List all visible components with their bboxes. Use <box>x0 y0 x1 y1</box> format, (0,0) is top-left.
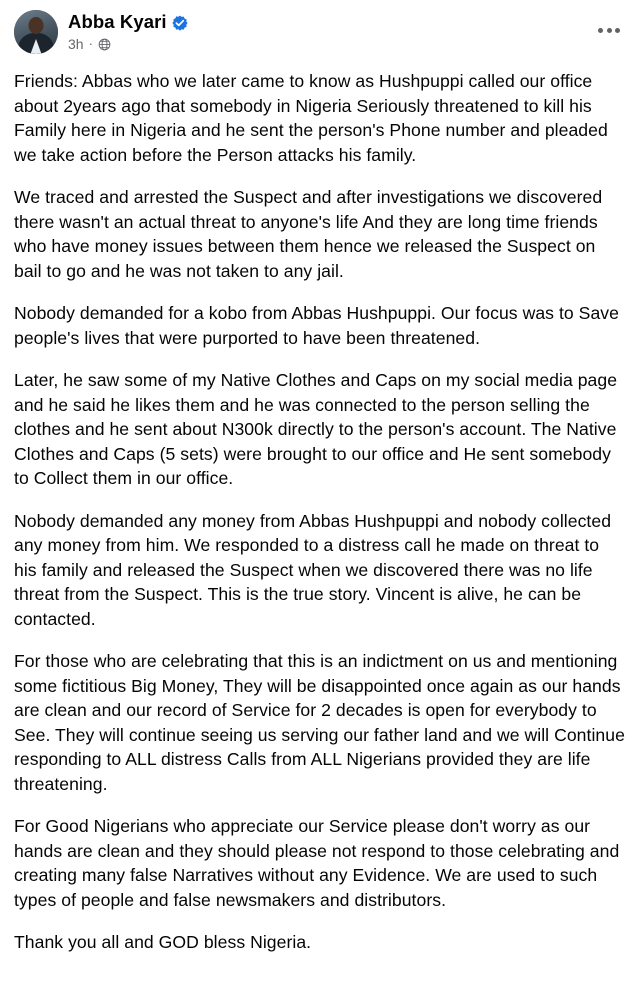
post-header-text <box>68 10 188 52</box>
post-timestamp[interactable]: 3h <box>68 36 84 52</box>
post-paragraph: Later, he saw some of my Native Clothes and Caps on my social media page and he said he likes them and he was connected to the person selling the clothes and he sent about N300k directly to the person's account. The Native Clothes and Caps (5 sets) were brought to our office and He sent somebody to Collect them in our office. <box>14 370 618 488</box>
author-name[interactable]: Abba Kyari <box>68 11 167 32</box>
verified-badge-icon <box>172 15 188 31</box>
menu-dot-icon <box>598 28 603 33</box>
post-paragraph: We traced and arrested the Suspect and after investigations we discovered there wasn't an actual threat to anyone's life And they are long time friends who have money issues between them hence we released the Suspect on bail to go and he was not taken to any jail. <box>14 187 603 281</box>
post-header <box>14 10 626 58</box>
meta-separator: · <box>88 36 93 51</box>
author-row <box>68 11 188 33</box>
post-paragraph: Nobody demanded any money from Abbas Hushpuppi and nobody collected any money from him. We responded to a distress call he made on threat to his family and released the Suspect when we discovered there was no life threat from the Suspect. This is the true story. Vincent is alive, he can be contacted. <box>14 510 612 629</box>
post-meta <box>68 36 188 52</box>
post-paragraph: For Good Nigerians who appreciate our Service please don't worry as our hands are clean and they should please not respond to those celebrating and creating many false Narratives without any Evidence. We are used to such types of people and false newsmakers and distributors. <box>14 816 620 910</box>
menu-dot-icon <box>615 28 620 33</box>
avatar[interactable] <box>14 10 58 54</box>
avatar-head <box>29 17 44 34</box>
post-text <box>14 69 626 955</box>
post-paragraph: Thank you all and GOD bless Nigeria. <box>14 932 312 952</box>
post-paragraph: Nobody demanded for a kobo from Abbas Hushpuppi. Our focus was to Save people's lives that were purported to have been threatened. <box>14 303 619 348</box>
post-paragraph: Friends: Abbas who we later came to know as Hushpuppi called our office about 2years ago that somebody in Nigeria Seriously threatened to kill his Family here in Nigeria and he sent the person's Phone number and pleaded we take action before the Person attacks his family. <box>14 71 608 165</box>
post-paragraph: For those who are celebrating that this is an indictment on us and mentioning some fictitious Big Money, They will be disappointed once again as our hands are clean and our record of Service for 2 decades is open for everybody to See. They will continue seeing us serving our father land and we will Continue responding to ALL distress Calls from ALL Nigerians provided they are life threatening. <box>14 651 625 794</box>
globe-icon[interactable] <box>98 38 111 51</box>
menu-dot-icon <box>607 28 612 33</box>
more-options-button[interactable] <box>594 18 624 42</box>
